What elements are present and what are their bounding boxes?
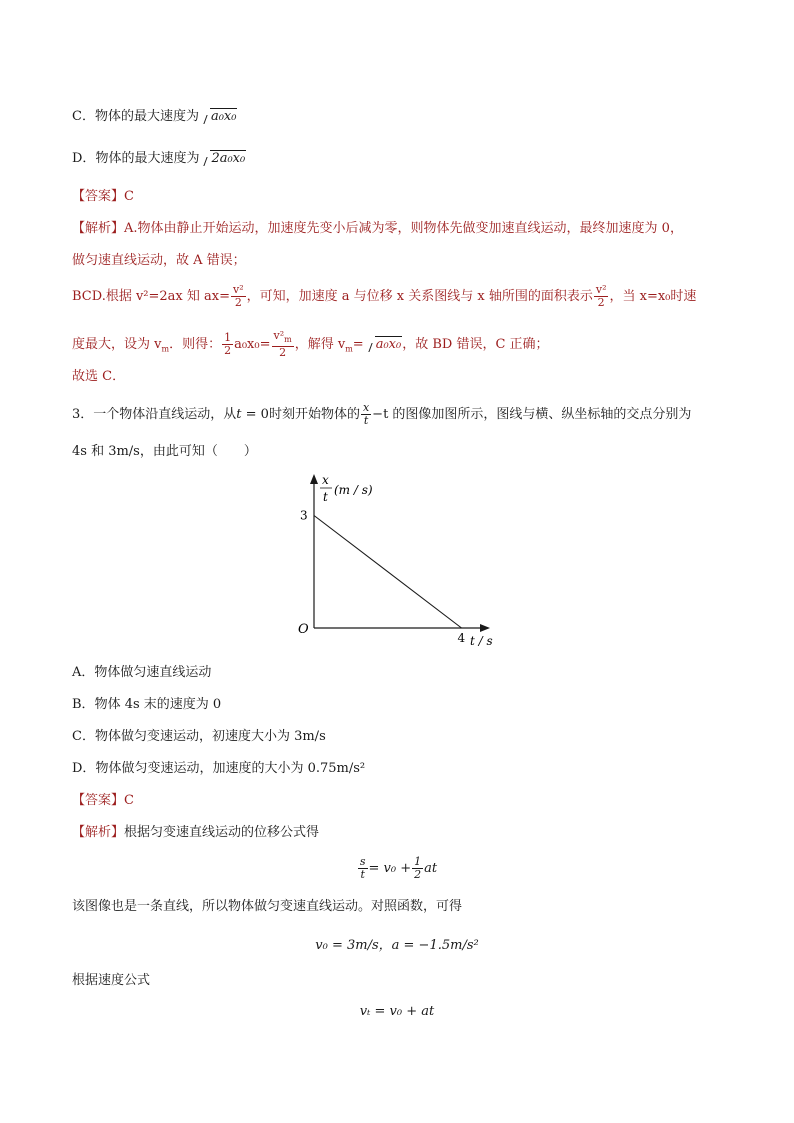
origin-label: O (298, 622, 309, 637)
option-c-prev-text: 物体的最大速度为 (94, 109, 199, 124)
answer-1-value: C (124, 189, 134, 204)
option-d-prev (72, 150, 246, 168)
sqrt-symbol: a₀x₀ (366, 336, 403, 354)
analysis-2-line-1: 【解析】根据匀变速直线运动的位移公式得 (72, 825, 320, 840)
analysis-2-line-3: 根据速度公式 (72, 973, 151, 988)
option-c-prev-radicand: a₀x₀ (210, 109, 237, 124)
y-label-num: x (322, 473, 329, 487)
y-label-den: t (323, 490, 328, 504)
series-line (314, 516, 462, 629)
question-3-line-1: 3．一个物体沿直线运动，从t = 0时刻开始物体的 $\frac{x}{t}$ −t 的图像加图所示，图线与横、纵坐标轴的交点分别为 (72, 401, 692, 427)
option-d: D．物体做匀变速运动，加速度的大小为 0.75m/s² (72, 761, 366, 776)
xt-t-graph (290, 470, 500, 650)
analysis-1-line-4: 度最大，设为 $v_m$．则得： $\frac{1}{2}$ a₀x₀= $\frac{v^2_m}{2}$ ，解得 $v_m= a_0x_0$，故 BD 错误，C 正确； (72, 329, 549, 360)
fraction: $\frac{\text{v²}}{2}$ (595, 283, 607, 309)
option-d-prev-radicand: 2a₀x₀ (211, 151, 246, 166)
x-axis-label: t / s (470, 634, 493, 648)
analysis-1-line-2: 做匀速直线运动，故 A 错误； (72, 253, 246, 268)
equation-2: v₀ = 3m/s，a = −1.5m/s² (315, 938, 479, 953)
sqrt-symbol (201, 108, 238, 126)
option-c: C．物体做匀变速运动，初速度大小为 3m/s (72, 729, 326, 744)
fraction: $\frac{\text{v²}}{2}$ (233, 283, 244, 309)
option-c-prev (72, 108, 237, 126)
x-tick-label: 4 (457, 631, 466, 645)
analysis-1-line-3: BCD.根据 v²=2ax 知 ax= $\frac{\text{v²}}{2}$ ，可知，加速度 a 与位移 x 关系图线与 x 轴所围的面积表示 $\frac{\text{v²}}{2}$ ，当 x=x₀时速 (72, 283, 697, 309)
answer-2: 【答案】C (72, 793, 134, 808)
sqrt-symbol (201, 150, 246, 168)
y-label-unit: (m / s) (334, 483, 373, 497)
analysis-1-tag: 【解析】 (72, 221, 125, 236)
option-b: B．物体 4s 末的速度为 0 (72, 697, 222, 712)
fraction-half: $\frac{1}{2}$ (224, 331, 232, 358)
equation-1: $\frac{s}{t}$ = v₀ + $\frac{1}{2}$ at (359, 855, 438, 881)
x-axis-arrow (480, 624, 490, 632)
answer-1-tag: 【答案】 (72, 189, 125, 204)
option-d-prev-text: 物体的最大速度为 (95, 151, 200, 166)
answer-1 (72, 188, 134, 206)
analysis-2-line-2: 该图像也是一条直线，所以物体做匀变速直线运动。对照函数，可得 (72, 899, 463, 914)
fraction: $\frac{x}{t}$ (362, 401, 370, 427)
analysis-1-line-5: 故选 C． (72, 369, 126, 384)
analysis-1-line-1: 【解析】A.物体由静止开始运动，加速度先变小后减为零，则物体先做变加速直线运动，最终加速度为 0， (72, 221, 683, 236)
equation-3: vₜ = v₀ + at (359, 1004, 435, 1019)
y-tick-label: 3 (300, 508, 308, 523)
fraction-vm: $\frac{v^2_m}{2}$ (273, 329, 292, 360)
option-d-prev-label: D． (72, 151, 96, 166)
option-a: A．物体做匀速直线运动 (72, 665, 212, 680)
question-3-line-2: 4s 和 3m/s，由此可知（ ） (72, 444, 257, 459)
option-c-prev-label: C． (72, 109, 95, 124)
y-axis-arrow (310, 474, 318, 484)
